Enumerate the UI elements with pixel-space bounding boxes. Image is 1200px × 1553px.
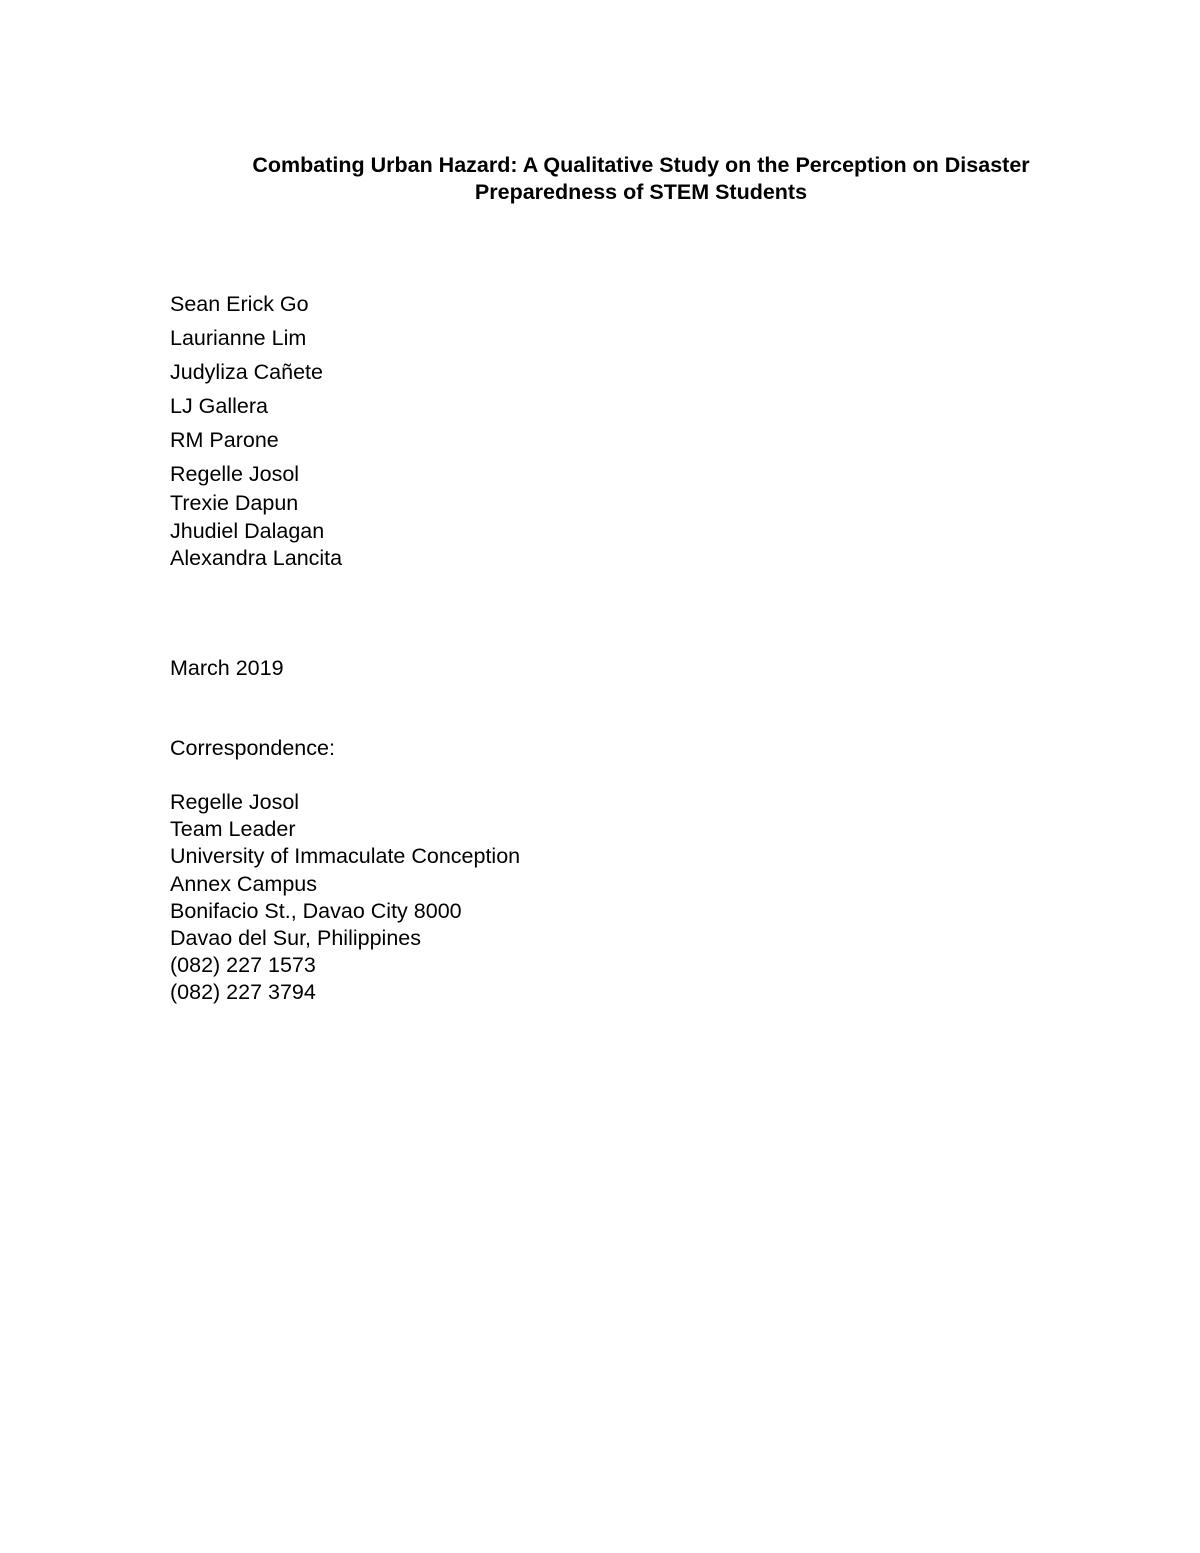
- author-name: Laurianne Lim: [170, 326, 307, 350]
- phone-number: (082) 227 3794: [170, 980, 316, 1005]
- author-name: Regelle Josol: [170, 462, 300, 486]
- campus-name: Annex Campus: [170, 871, 317, 896]
- institution-name: University of Immaculate Conception: [170, 844, 521, 869]
- author-name: Jhudiel Dalagan: [170, 518, 325, 543]
- author-name: Alexandra Lancita: [170, 546, 343, 570]
- title-line-1: Combating Urban Hazard: A Qualitative Study on the Perception on Disaster: [252, 153, 1030, 177]
- author-name: Judyliza Cañete: [170, 360, 323, 384]
- title-line-2: Preparedness of STEM Students: [474, 180, 808, 204]
- author-list: [170, 287, 323, 491]
- correspondence-label: Correspondence:: [170, 736, 335, 760]
- street-address: Bonifacio St., Davao City 8000: [170, 898, 462, 923]
- phone-number: (082) 227 1573: [170, 953, 316, 978]
- author-name: LJ Gallera: [170, 394, 268, 418]
- correspondent-role: Team Leader: [170, 817, 296, 842]
- author-list-continued: [170, 490, 342, 573]
- author-name: Trexie Dapun: [170, 491, 299, 515]
- correspondence-address: [170, 789, 520, 1007]
- region-address: Davao del Sur, Philippines: [170, 926, 421, 951]
- paper-title: [170, 152, 1112, 206]
- author-name: RM Parone: [170, 428, 279, 452]
- correspondent-name: Regelle Josol: [170, 790, 300, 814]
- author-name: Sean Erick Go: [170, 292, 309, 316]
- document-date: March 2019: [170, 656, 284, 680]
